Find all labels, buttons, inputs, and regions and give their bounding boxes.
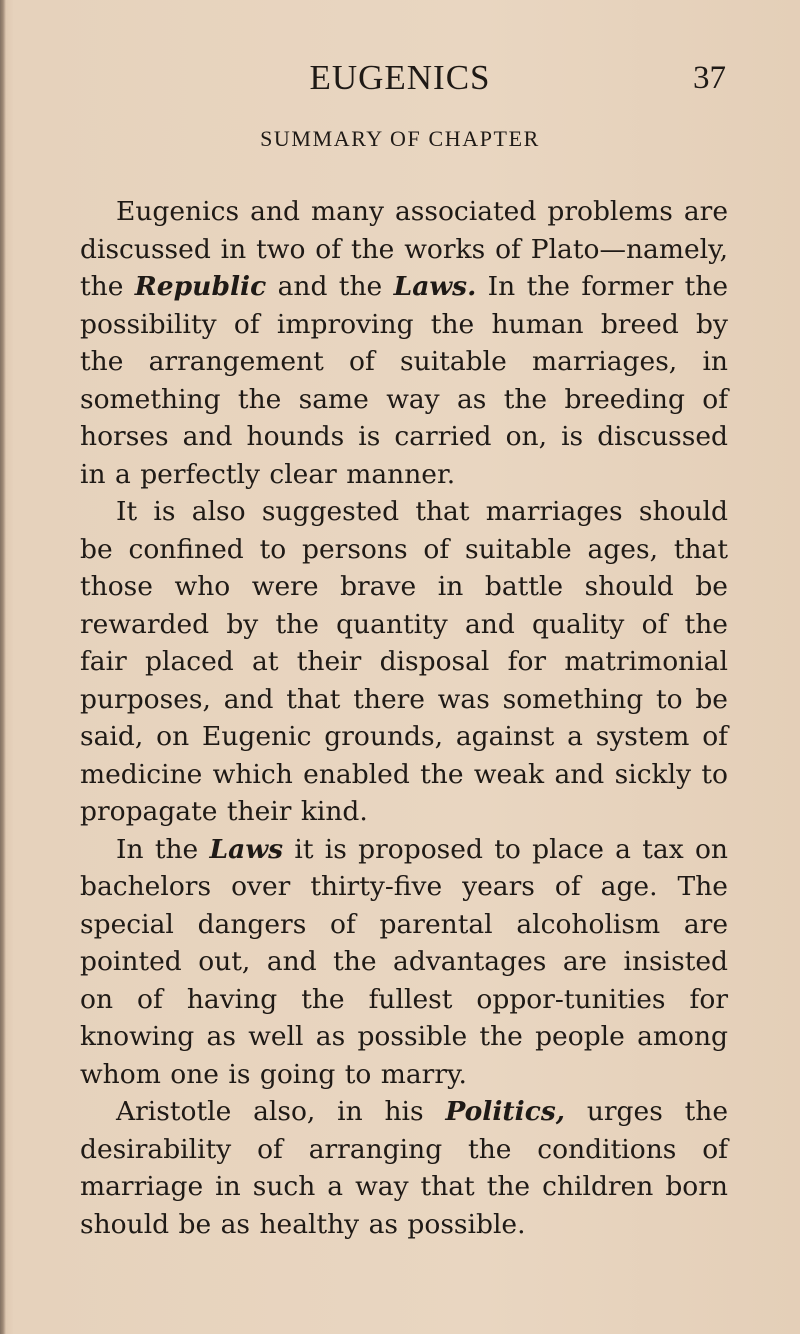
paragraph-1: [80, 193, 728, 493]
text-span: In the: [116, 833, 210, 865]
text-span: Aristotle also, in his: [116, 1096, 446, 1127]
book-title-politics: Politics,: [445, 1096, 566, 1127]
text-span: Eugenics and many associated problems are discussed in two of the works of Plato—namely, the: [80, 196, 728, 302]
book-title-republic: Republic: [134, 271, 267, 302]
book-title-laws: Laws.: [393, 271, 477, 302]
paragraph-4: [80, 1093, 728, 1243]
text-span: and the: [266, 271, 394, 302]
running-title: EUGENICS: [309, 58, 491, 97]
text-span: it is proposed to place a tax on bachelors over thirty-five years of age. The special dangers of parental alcoholism are pointed out, and the advantages are insisted on of having the fullest oppor-tunities for knowing as well as possible the people among whom one is going to marry.: [80, 833, 728, 1090]
text-span: urges the desirability of arranging the conditions of marriage in such a way that the children born should be as healthy as possible.: [80, 1096, 728, 1240]
text-span: It is also suggested that marriages should be confined to persons of suitable ages, that those who were brave in battle should be rewarded by the quantity and quality of the fair placed at their disposal for matrimonial purposes, and that there was something to be said, on Eugenic grounds, against a system of medicine which enabled the weak and sickly to propagate their kind.: [80, 496, 728, 827]
book-title-laws: Laws: [209, 833, 284, 865]
chapter-summary-body: [80, 193, 728, 1243]
paragraph-3: [80, 831, 728, 1094]
page-number: 37: [693, 60, 726, 96]
running-head: [0, 58, 800, 98]
text-span: In the former the possibility of improving the human breed by the arrangement of suitable marriages, in something the same way as the breeding of horses and hounds is carried on, is discussed in a perfectly clear manner.: [80, 271, 729, 490]
page-edge-shadow: [0, 0, 6, 1334]
paragraph-2: [80, 493, 728, 831]
section-heading: SUMMARY OF CHAPTER: [260, 126, 540, 151]
